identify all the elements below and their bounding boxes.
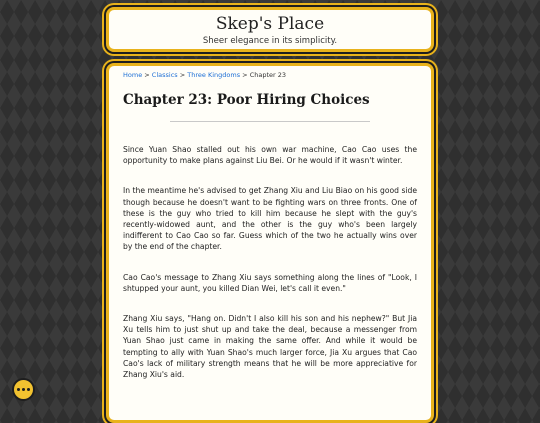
breadcrumb xyxy=(123,71,417,79)
breadcrumb-current: Chapter 23 xyxy=(249,71,287,79)
site-header xyxy=(106,7,434,52)
more-options-button[interactable] xyxy=(12,378,35,401)
article-paragraph: In the meantime he's advised to get Zhang Xiu and Liu Biao on his good side though because he doesn't want to be fighting wars on three fronts. One of these is the guy who tried to kill him because he slept with the guy's recently-widowed aunt, and the other is the guy who's been largely indifferent to Cao Cao so far. Guess which of the two he actually wins over by the end of the chapter. xyxy=(123,186,417,252)
site-title[interactable]: Skep's Place xyxy=(215,14,325,34)
breadcrumb-separator: > xyxy=(240,71,250,79)
article-paragraph: Since Yuan Shao stalled out his own war machine, Cao Cao uses the opportunity to make plans against Liu Bei. Or he would if it wasn't winter. xyxy=(123,145,417,166)
breadcrumb-classics-link[interactable]: Classics xyxy=(151,71,178,79)
breadcrumb-separator: > xyxy=(142,71,152,79)
article-paragraph: Cao Cao's message to Zhang Xiu says something along the lines of "Look, I shtupped your aunt, you killed Dian Wei, let's call it even." xyxy=(123,272,417,293)
more-dots-icon xyxy=(16,388,31,391)
chapter-title: Chapter 23: Poor Hiring Choices xyxy=(123,92,370,108)
article-panel xyxy=(106,63,434,423)
breadcrumb-home-link[interactable]: Home xyxy=(123,71,143,79)
article-paragraph: Zhang Xiu says, "Hang on. Didn't I also kill his son and his nephew?" But Jia Xu tells him to just shut up and take the deal, because a messenger from Yuan Shao just came in making the same offer. And while it would be tempting to ally with Yuan Shao's much larger force, Jia Xu argues that Cao Cao's lack of military strength means that he will be more appreciative for Zhang Xiu's aid. xyxy=(123,314,417,380)
breadcrumb-separator: > xyxy=(177,71,188,79)
breadcrumb-three-kingdoms-link[interactable]: Three Kingdoms xyxy=(187,71,241,79)
title-divider xyxy=(170,121,370,122)
site-tagline: Sheer elegance in its simplicity. xyxy=(202,36,338,46)
